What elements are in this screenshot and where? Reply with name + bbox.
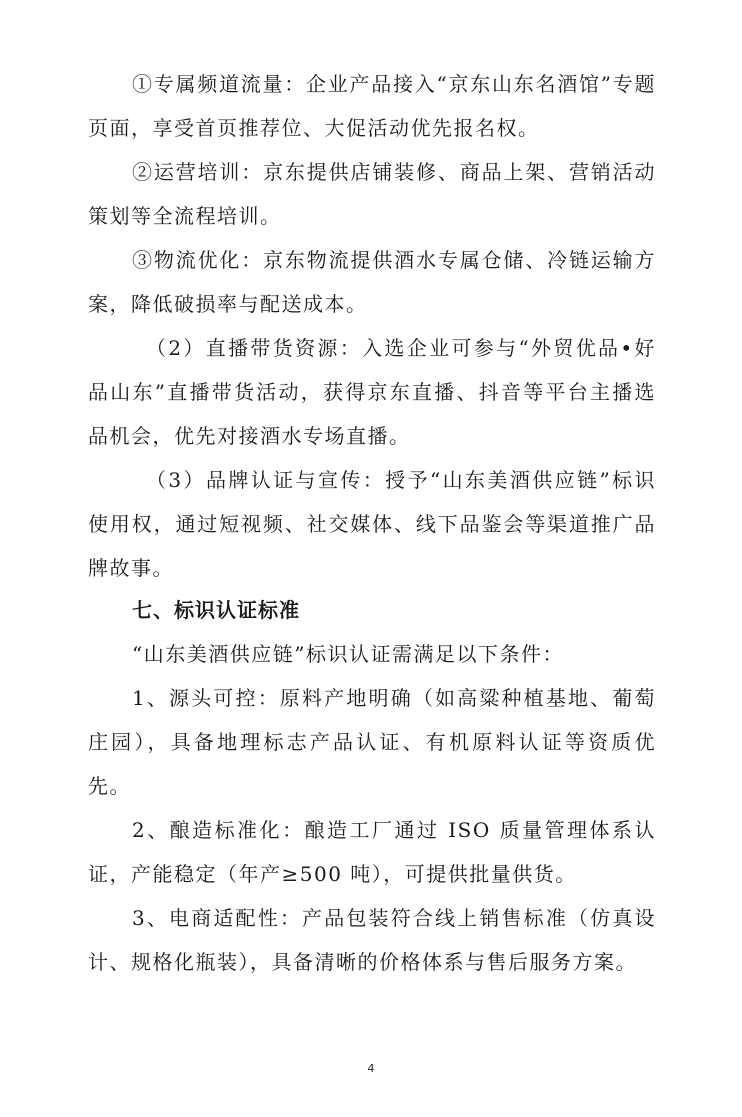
certification-intro: “山东美酒供应链”标识认证需满足以下条件：: [132, 642, 564, 666]
section-heading: 七、标识认证标准: [132, 598, 300, 622]
criterion-ecommerce: 3、电商适配性：产品包装符合线上销售标准（仿真设计、规格化瓶装），具备清晰的价格体系与售后服务方案。: [88, 906, 656, 974]
page-number: 4: [367, 1062, 375, 1075]
criterion-brewing: 2、酿造标准化：酿造工厂通过 ISO 质量管理体系认证，产能稳定（年产≥500 吨），可提供批量供货。: [88, 818, 656, 886]
criterion-source: 1、源头可控：原料产地明确（如高粱种植基地、葡萄庄园），具备地理标志产品认证、有机原料认证等资质优先。: [88, 686, 656, 798]
paragraph-channel-traffic: ①专属频道流量：企业产品接入“京东山东名酒馆”专题页面，享受首页推荐位、大促活动优先报名权。: [88, 72, 656, 140]
paragraph-livestream: （2）直播带货资源：入选企业可参与“外贸优品•好品山东”直播带货活动，获得京东直播、抖音等平台主播选品机会，优先对接酒水专场直播。: [88, 336, 656, 448]
paragraph-brand-certification: （3）品牌认证与宣传：授予“山东美酒供应链”标识使用权，通过短视频、社交媒体、线下品鉴会等渠道推广品牌故事。: [88, 468, 656, 580]
paragraph-operation-training: ②运营培训：京东提供店铺装修、商品上架、营销活动策划等全流程培训。: [88, 160, 656, 228]
paragraph-logistics: ③物流优化：京东物流提供酒水专属仓储、冷链运输方案，降低破损率与配送成本。: [88, 248, 656, 316]
